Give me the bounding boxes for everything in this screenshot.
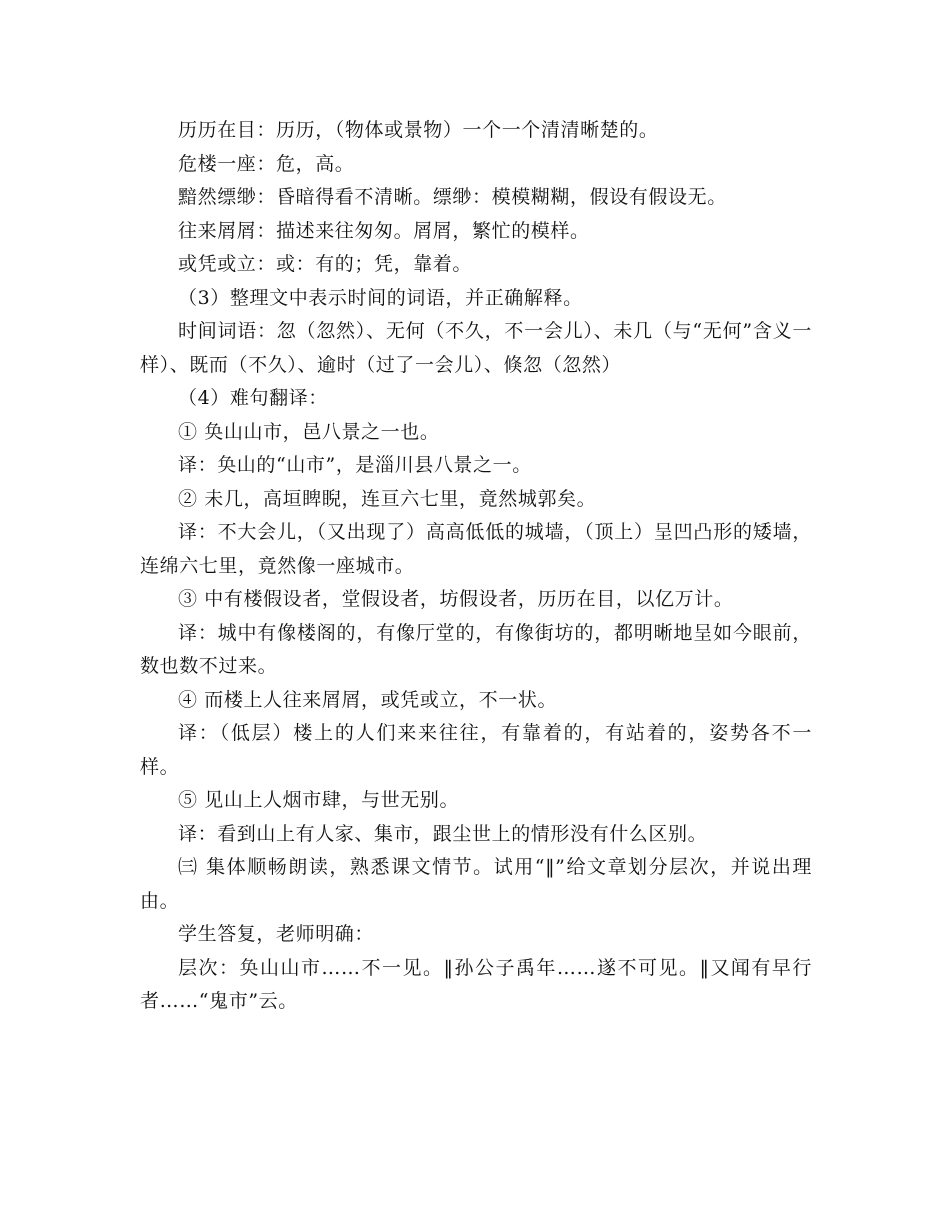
paragraph-task-read-aloud: ㈢ 集体顺畅朗读，熟悉课文情节。试用“‖”给文章划分层次，并说出理由。: [140, 856, 812, 912]
paragraph-translation-1: 译：奂山的“山市”，是淄川县八景之一。: [178, 454, 532, 476]
paragraph-time-words: 时间词语：忽（忽然）、无何（不久，不一会儿）、未几（与“无何”含义一样）、既而（不久）、逾时（过了一会儿）、倏忽（忽然）: [140, 320, 812, 376]
document-body: [140, 114, 812, 1019]
paragraph-translation-2: 译：不大会儿，（又出现了）高高低低的城墙，（顶上）呈凹凸形的矮墙，连绵六七里，竟然像一座城市。: [140, 521, 812, 577]
paragraph-sentence-4: ④ 而楼上人往来屑屑，或凭或立，不一状。: [178, 688, 558, 711]
paragraph-student-answer: 学生答复，老师明确：: [178, 923, 375, 945]
paragraph-anran-piaomiao: 黯然缥缈：昏暗得看不清晰。缥缈：模模糊糊，假设有假设无。: [178, 186, 727, 208]
paragraph-translation-5: 译：看到山上有人家、集市，跟尘世上的情形没有什么区别。: [178, 822, 708, 845]
paragraph-lili-zaimu: 历历在目：历历，（物体或景物）一个一个清清晰楚的。: [178, 119, 659, 141]
paragraph-sentence-1: ① 奂山山市，邑八景之一也。: [178, 420, 440, 443]
paragraph-translation-4: 译：（低层）楼上的人们来来往往，有靠着的，有站着的，姿势各不一样。: [140, 722, 812, 778]
paragraph-task-4: （4）难句翻译：: [178, 387, 328, 409]
paragraph-structure-levels: 层次：奂山山市……不一见。‖孙公子禹年……遂不可见。‖又闻有早行者……“鬼市”云。: [140, 956, 812, 1012]
paragraph-wanglai-xiexie: 往来屑屑：描述来往匆匆。屑屑，繁忙的模样。: [178, 219, 590, 242]
paragraph-sentence-3: ③ 中有楼假设者，堂假设者，坊假设者，历历在目，以亿万计。: [178, 588, 734, 610]
paragraph-sentence-2: ② 未几，高垣睥睨，连亘六七里，竟然城郭矣。: [178, 487, 597, 510]
paragraph-task-3: （3）整理文中表示时间的词语，并正确解释。: [178, 286, 583, 309]
paragraph-translation-3: 译：城中有像楼阁的，有像厅堂的，有像街坊的，都明晰地呈如今眼前，数也数不过来。: [140, 621, 812, 677]
paragraph-huoping-huoli: 或凭或立：或：有的；凭，靠着。: [178, 253, 473, 275]
paragraph-sentence-5: ⑤ 见山上人烟市肆，与世无别。: [178, 789, 460, 811]
paragraph-weilou-yizuo: 危楼一座：危，高。: [178, 152, 355, 175]
